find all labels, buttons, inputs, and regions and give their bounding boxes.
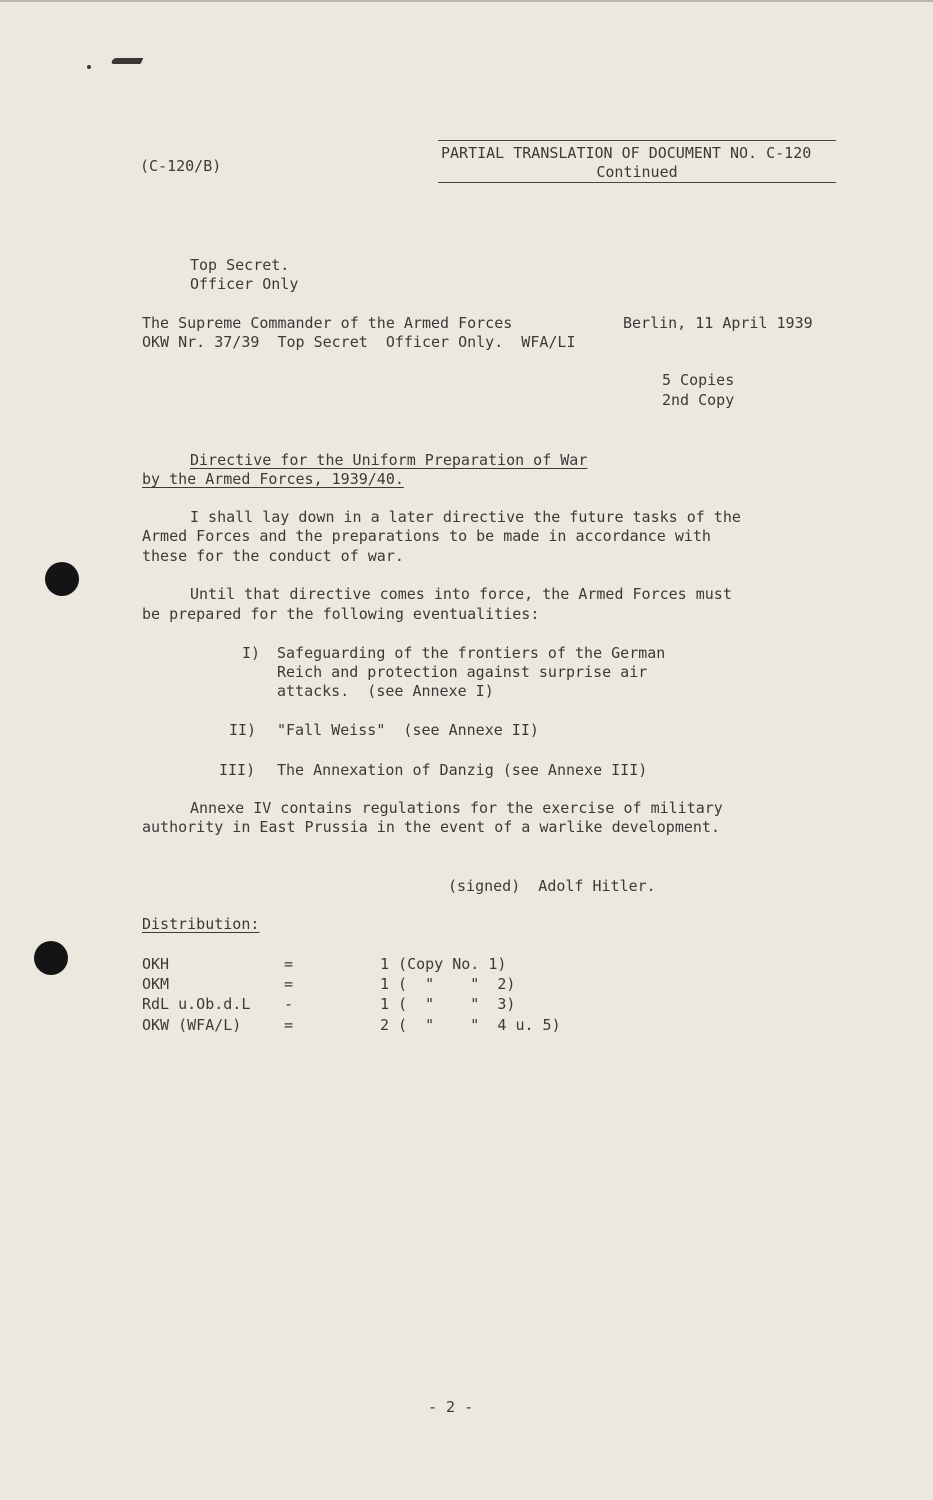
header-box xyxy=(438,140,836,183)
distribution-copy-2: 1 ( " " 2) xyxy=(380,975,516,993)
copies-count: 5 Copies xyxy=(662,371,735,389)
classification-line-1: Top Secret. xyxy=(190,256,290,274)
item-3-numeral: III) xyxy=(219,761,256,779)
sender-line: The Supreme Commander of the Armed Forces xyxy=(142,314,513,332)
paragraph-1-line-3: these for the conduct of war. xyxy=(142,547,404,565)
distribution-copy-4: 2 ( " " 4 u. 5) xyxy=(380,1016,561,1034)
place-date: Berlin, 11 April 1939 xyxy=(623,314,813,332)
page-number: - 2 - xyxy=(428,1398,474,1416)
paragraph-1-line-1: I shall lay down in a later directive the future tasks of the xyxy=(190,508,741,526)
ink-mark xyxy=(111,58,144,64)
item-1-numeral: I) xyxy=(242,644,261,662)
punch-hole-bottom xyxy=(34,941,68,975)
distribution-copy-3: 1 ( " " 3) xyxy=(380,995,516,1013)
distribution-recipient-3: RdL u.Ob.d.L xyxy=(142,995,251,1013)
ink-dot xyxy=(87,65,91,69)
header-title: PARTIAL TRANSLATION OF DOCUMENT NO. C-120 xyxy=(441,144,812,162)
header-subtitle: Continued xyxy=(596,163,678,181)
document-reference: (C-120/B) xyxy=(140,157,222,175)
distribution-copy-1: 1 (Copy No. 1) xyxy=(380,955,507,973)
paragraph-3-line-1: Annexe IV contains regulations for the exercise of military xyxy=(190,799,723,817)
item-2-line-1: "Fall Weiss" (see Annexe II) xyxy=(277,721,539,739)
distribution-heading: Distribution: xyxy=(142,915,260,933)
item-1-line-1: Safeguarding of the frontiers of the German xyxy=(277,644,666,662)
directive-title-line-1: Directive for the Uniform Preparation of War xyxy=(190,451,588,469)
paragraph-1-line-2: Armed Forces and the preparations to be made in accordance with xyxy=(142,527,711,545)
paragraph-2-line-1: Until that directive comes into force, the Armed Forces must xyxy=(190,585,732,603)
distribution-recipient-2: OKM xyxy=(142,975,170,993)
item-1-line-2: Reich and protection against surprise air xyxy=(277,663,648,681)
page-top-edge xyxy=(0,0,933,2)
directive-title-line-2: by the Armed Forces, 1939/40. xyxy=(142,470,404,488)
copy-number: 2nd Copy xyxy=(662,391,735,409)
reference-number: OKW Nr. 37/39 Top Secret Officer Only. WFA/LI xyxy=(142,333,576,351)
item-1-line-3: attacks. (see Annexe I) xyxy=(277,682,494,700)
distribution-sign-3: - xyxy=(284,995,294,1013)
distribution-recipient-4: OKW (WFA/L) xyxy=(142,1016,242,1034)
classification-line-2: Officer Only xyxy=(190,275,299,293)
distribution-sign-2: = xyxy=(284,975,294,993)
paragraph-3-line-2: authority in East Prussia in the event of a warlike development. xyxy=(142,818,720,836)
distribution-recipient-1: OKH xyxy=(142,955,170,973)
distribution-sign-1: = xyxy=(284,955,294,973)
paragraph-2-line-2: be prepared for the following eventualities: xyxy=(142,605,540,623)
distribution-sign-4: = xyxy=(284,1016,294,1034)
signature: (signed) Adolf Hitler. xyxy=(448,877,656,895)
punch-hole-top xyxy=(45,562,79,596)
item-3-line-1: The Annexation of Danzig (see Annexe III) xyxy=(277,761,648,779)
item-2-numeral: II) xyxy=(229,721,257,739)
